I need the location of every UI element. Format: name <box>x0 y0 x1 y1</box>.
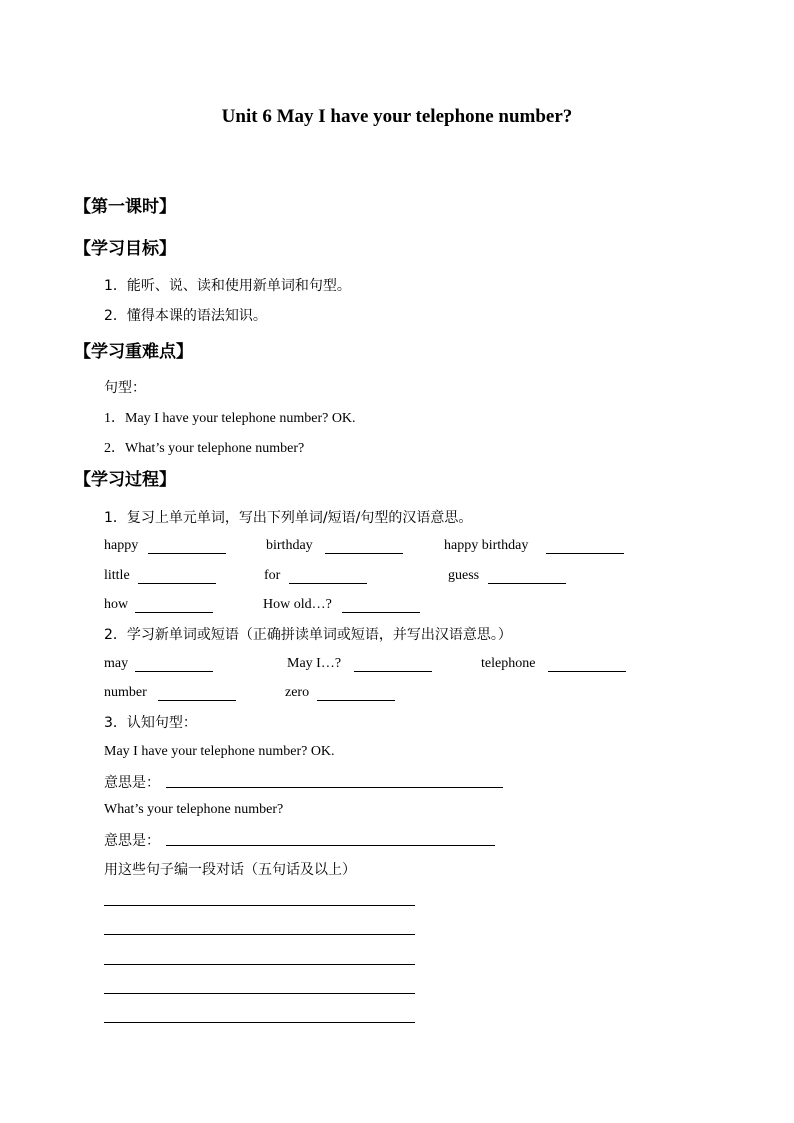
goal-item-2: 2．懂得本课的语法知识。 <box>104 308 267 324</box>
answer-blank[interactable] <box>148 539 226 554</box>
meaning-blank-2[interactable] <box>166 831 495 846</box>
dialogue-line[interactable] <box>104 964 415 965</box>
meaning-label-2: 意思是： <box>104 833 160 849</box>
answer-blank[interactable] <box>317 686 395 701</box>
word-telephone: telephone <box>481 656 536 671</box>
step1-instruction: 1．复习上单元单词，写出下列单词/短语/句型的汉语意思。 <box>104 510 473 526</box>
word-happy-birthday: happy birthday <box>444 538 529 553</box>
meaning-label-1: 意思是： <box>104 775 160 791</box>
answer-blank[interactable] <box>354 657 432 672</box>
word-guess: guess <box>448 568 480 583</box>
dialogue-prompt: 用这些句子编一段对话（五句话及以上） <box>104 862 356 878</box>
heading-goals: 【学习目标】 <box>74 239 176 259</box>
word-number: number <box>104 685 147 700</box>
sentence-2: What’s your telephone number? <box>104 802 284 817</box>
answer-blank[interactable] <box>289 569 367 584</box>
answer-blank[interactable] <box>138 569 216 584</box>
word-how-old: How old…? <box>263 597 332 612</box>
answer-blank[interactable] <box>135 657 213 672</box>
word-may: may <box>104 656 129 671</box>
key-point-1: 1．May I have your telephone number? OK. <box>104 411 356 426</box>
step2-instruction: 2．学习新单词或短语（正确拼读单词或短语，并写出汉语意思。） <box>104 627 512 643</box>
heading-key-points: 【学习重难点】 <box>74 342 193 362</box>
answer-blank[interactable] <box>546 539 624 554</box>
sentence-1: May I have your telephone number? OK. <box>104 744 335 759</box>
page-title: Unit 6 May I have your telephone number? <box>221 106 573 127</box>
dialogue-line[interactable] <box>104 905 415 906</box>
answer-blank[interactable] <box>158 686 236 701</box>
answer-blank[interactable] <box>548 657 626 672</box>
word-little: little <box>104 568 130 583</box>
word-birthday: birthday <box>266 538 313 553</box>
word-for: for <box>264 568 281 583</box>
word-zero: zero <box>285 685 310 700</box>
answer-blank[interactable] <box>488 569 566 584</box>
goal-item-1: 1．能听、说、读和使用新单词和句型。 <box>104 278 351 294</box>
dialogue-line[interactable] <box>104 993 415 994</box>
meaning-blank-1[interactable] <box>166 773 503 788</box>
key-points-label: 句型： <box>104 380 146 396</box>
answer-blank[interactable] <box>135 598 213 613</box>
answer-blank[interactable] <box>325 539 403 554</box>
heading-process: 【学习过程】 <box>74 470 176 490</box>
heading-lesson: 【第一课时】 <box>74 197 176 217</box>
word-may-i: May I…? <box>287 656 342 671</box>
answer-blank[interactable] <box>342 598 420 613</box>
step3-instruction: 3．认知句型： <box>104 715 197 731</box>
word-how: how <box>104 597 129 612</box>
key-point-2: 2．What’s your telephone number? <box>104 441 305 456</box>
dialogue-line[interactable] <box>104 1022 415 1023</box>
word-happy: happy <box>104 538 139 553</box>
dialogue-line[interactable] <box>104 934 415 935</box>
